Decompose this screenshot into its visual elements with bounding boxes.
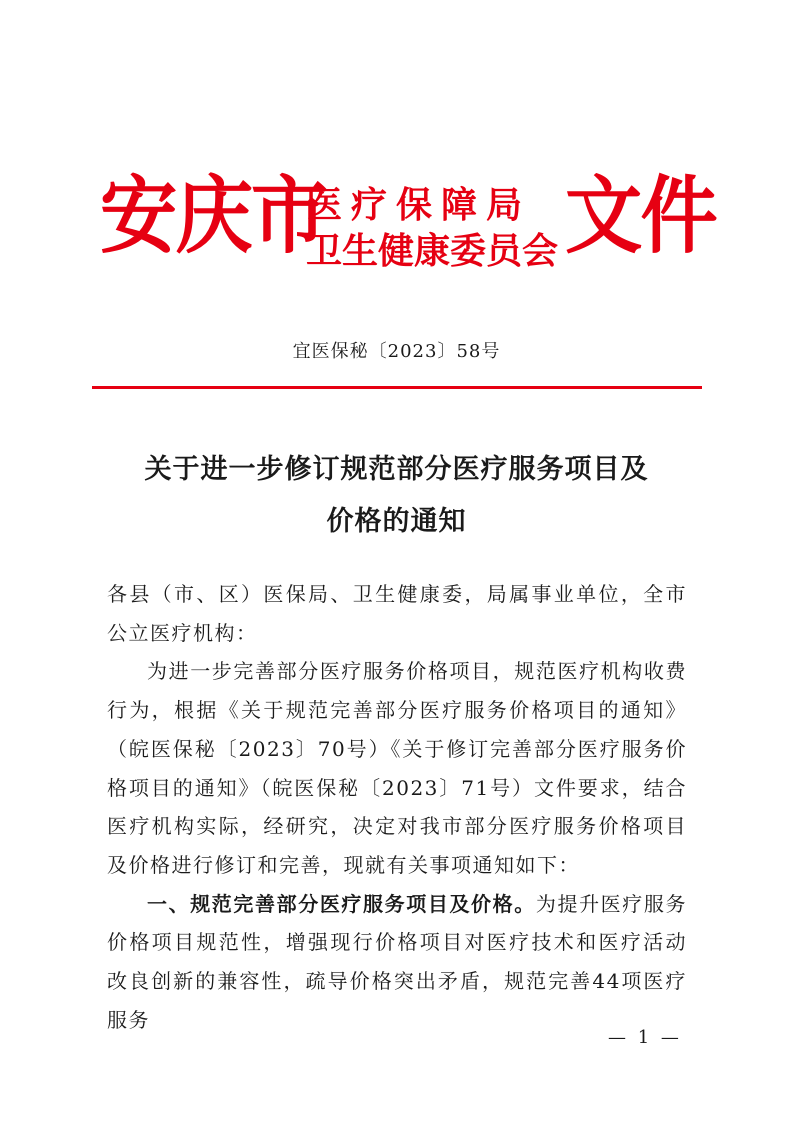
- section-heading: 一、规范完善部分医疗服务项目及价格。: [147, 891, 536, 916]
- page-number: — 1 —: [608, 1027, 682, 1048]
- masthead-city: 安庆市: [100, 166, 327, 265]
- document-number: 宜医保秘〔2023〕58号: [292, 341, 501, 362]
- paragraph-2-text: 为提升医疗服务价格项目规范性，增强现行价格项目对医疗技术和医疗活动改良创新的兼容性，疏导价格突出矛盾，规范完善44项医疗服务: [107, 891, 688, 1032]
- paragraph-2: [107, 885, 687, 1040]
- title-line-1: 关于进一步修订规范部分医疗服务项目及: [144, 454, 649, 485]
- masthead-document: 文件: [565, 166, 716, 265]
- salutation: 各县（市、区）医保局、卫生健康委，局属事业单位，全市公立医疗机构：: [107, 582, 687, 645]
- document-body: [107, 575, 687, 1039]
- paragraph-1: 为进一步完善部分医疗服务价格项目，规范医疗机构收费行为，根据《关于规范完善部分医疗服务价格项目的通知》（皖医保秘〔2023〕70号）《关于修订完善部分医疗服务价格项目的通知》（皖医保秘〔2023〕71号）文件要求，结合医疗机构实际，经研究，决定对我市部分医疗服务价格项目及价格进行修订和完善，现就有关事项通知如下：: [107, 659, 687, 877]
- masthead: [100, 155, 716, 280]
- masthead-agency-1: 医疗保障局: [306, 184, 532, 226]
- title-line-2: 价格的通知: [326, 506, 467, 537]
- masthead-agency-2: 卫生健康委员会: [306, 230, 559, 272]
- red-divider: [92, 386, 702, 389]
